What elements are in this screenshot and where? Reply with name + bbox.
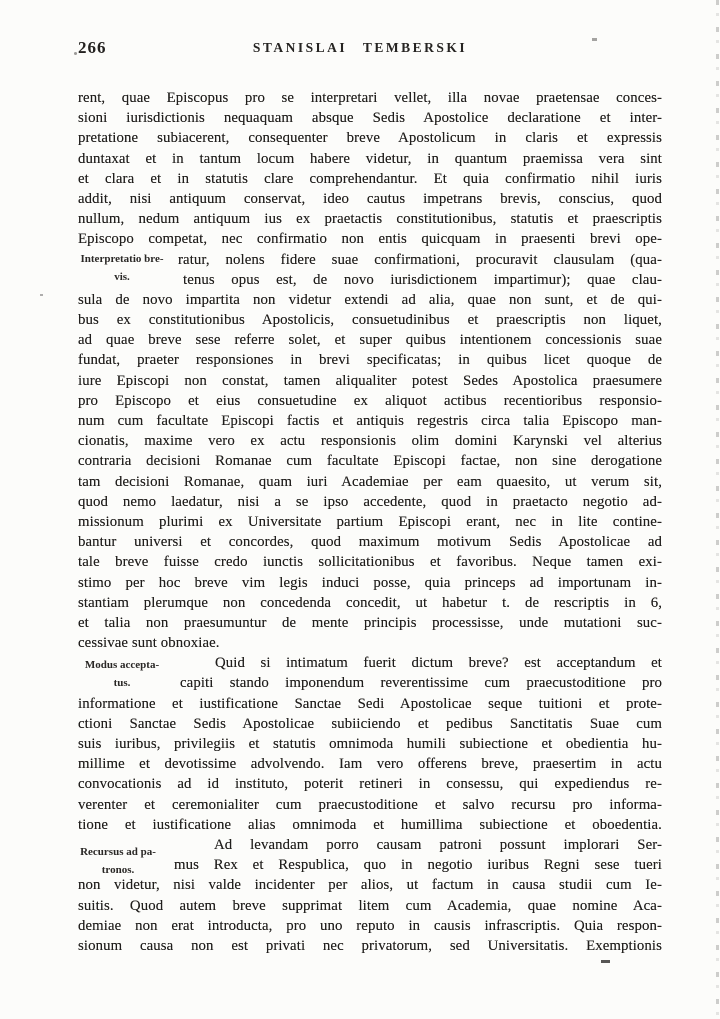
text-line: contraria decisioni Romanae cum facultate Episcopi factae, non sine derogatione bbox=[78, 453, 662, 470]
text-line: ad quae breve sese referre solet, et super quibus intentionem concessionis suae bbox=[78, 332, 662, 349]
text-line: ctioni Sanctae Sedis Apostolicae subiiciendo et pedibus Sanctitatis Suae cum bbox=[78, 715, 662, 732]
text-line: Ad levandam porro causam patroni possunt implorari Ser- bbox=[214, 836, 662, 853]
scan-edge-noise bbox=[716, 0, 719, 1019]
text-line: nullum, nedum antiquum ius ex praetactis constitutionibus, statutis et praescriptis bbox=[78, 211, 662, 228]
text-line: mus Rex et Respublica, quo in negotio iuribus Regni sese tueri bbox=[174, 857, 662, 874]
text-line: pretatione subiacerent, consequenter breve Apostolicum in claris et expressis bbox=[78, 130, 662, 147]
text-line: fundat, praeter responsiones in brevi specificatas; in quibus licet quoque de bbox=[78, 352, 662, 369]
margin-note-line: vis. bbox=[114, 271, 130, 283]
text-line: sionum causa non est privati nec privatorum, sed Universitatis. Exemptionis bbox=[78, 937, 662, 954]
margin-note-line: tronos. bbox=[101, 864, 135, 876]
text-line: Quid si intimatum fuerit dictum breve? est acceptandum et bbox=[215, 655, 662, 672]
text-line: verenter et ceremonialiter cum praecustoditione et salvo recursu pro informa- bbox=[78, 796, 662, 813]
text-line: cessivae sunt obnoxiae. bbox=[78, 635, 220, 652]
scan-speck bbox=[592, 38, 597, 41]
body-text bbox=[78, 88, 662, 956]
text-line: stantiam plerumque non concedenda concedit, ut habetur t. de rescriptis in 6, bbox=[78, 594, 662, 611]
text-line: bus ex constitutionibus Apostolicis, consuetudinibus et praescriptis non liquet, bbox=[78, 312, 662, 329]
text-line: ratur, nolens fidere suae confirmationi, procuravit clausulam (qua- bbox=[178, 251, 662, 268]
text-line: num cum facultate Episcopi factis et antiquis regestris circa talia Episcopo man- bbox=[78, 413, 662, 429]
text-line: capiti stando imponendum reverentissime cum praecustoditione pro bbox=[180, 675, 662, 692]
text-line: tale breve fuisse credo iunctis sollicitationibus et favoribus. Neque tamen exi- bbox=[78, 554, 662, 571]
text-line: suitis. Quod autem breve supprimat litem cum Academia, quae nomine Aca- bbox=[78, 897, 662, 914]
text-line: demiae non erat introducta, pro uno reputo in causis infrascriptis. Quia respon- bbox=[78, 917, 662, 934]
text-line: duntaxat et in tantum locum habere videtur, in quantum praemissa vera sint bbox=[78, 150, 662, 167]
text-line: suis iuribus, privilegiis et statutis omnimoda humili subiectione et obedientia hu- bbox=[78, 736, 662, 752]
text-line: missionum plurimi ex Universitate partium Episcopi erant, nec in lite contine- bbox=[78, 513, 662, 530]
text-line: Episcopo competat, nec confirmatio non entis quicquam in praesenti brevi ope- bbox=[78, 231, 662, 248]
scan-speck bbox=[74, 52, 77, 55]
text-line: informatione et iustificatione Sanctae Sedi Apostolicae seque tuitioni et prote- bbox=[78, 695, 662, 712]
text-line: millime et devotissime advolvendo. Iam vero offerens breve, praesertim in actu bbox=[78, 756, 662, 773]
scan-speck bbox=[601, 960, 610, 963]
text-line: tenus opus est, de novo iurisdictionem impartimur); quae clau- bbox=[183, 271, 662, 288]
margin-note-line: Modus accepta- bbox=[84, 659, 160, 671]
text-line: cionatis, maxime vero ex actu responsionis olim domini Karynski vel alterius bbox=[78, 433, 662, 450]
text-line: quod nemo laedatur, nisi a se ipso accedente, quod in praetacto negotio ad- bbox=[78, 493, 662, 510]
text-line: convocationis ad id instituto, poterit retineri in consessu, qui expediendus re- bbox=[78, 776, 662, 793]
text-line: et talia non praesumuntur de mente principis processisse, unde mutationi suc- bbox=[78, 614, 662, 631]
running-title: STANISLAI TEMBERSKI bbox=[252, 40, 468, 55]
text-line: tam decisioni Romanae, quam iuri Academiae per eam quaesito, ut verum sit, bbox=[78, 473, 662, 490]
margin-note-line: tus. bbox=[113, 677, 131, 689]
margin-note-line: Interpretatio bre- bbox=[80, 253, 164, 265]
text-line: sula de novo impartita non videtur extendi ad alia, quae non sunt, et de qui- bbox=[78, 291, 662, 308]
text-line: et clara et in statutis clare comprehendantur. Et quia confirmatio nihil iuris bbox=[78, 170, 662, 187]
text-line: addit, nisi antiquum conservat, ideo cautus impetrans brevis, conscius, quod bbox=[78, 190, 662, 207]
text-line: rent, quae Episcopus pro se interpretari vellet, illa novae praetensae conces- bbox=[78, 90, 662, 106]
page-number: 266 bbox=[78, 38, 107, 57]
margin-note-line: Recursus ad pa- bbox=[80, 846, 156, 858]
text-line: iure Episcopi non constat, tamen aliqualiter potest Sedes Apostolica praesumere bbox=[78, 372, 662, 389]
text-line: sioni iurisdictionis nequaquam absque Sedis Apostolice declaratione et inter- bbox=[78, 110, 662, 127]
text-line: bantur universi et concordes, quod maximum motivum Sedis Apostolicae ad bbox=[78, 534, 662, 551]
text-line: stimo per hoc breve vim legis induci posse, quia princeps ad importunam in- bbox=[78, 574, 662, 591]
text-line: pro Episcopo et eius consuetudine ex aliquot actibus recentioribus responsio- bbox=[78, 392, 662, 409]
scan-speck bbox=[40, 294, 43, 296]
text-line: non videtur, nisi valde incidenter per alios, ut factum in causa studii cum Ie- bbox=[78, 877, 662, 894]
text-line: tione et iustificatione alias omnimoda et humillima subiectione et oboedentia. bbox=[78, 816, 662, 833]
